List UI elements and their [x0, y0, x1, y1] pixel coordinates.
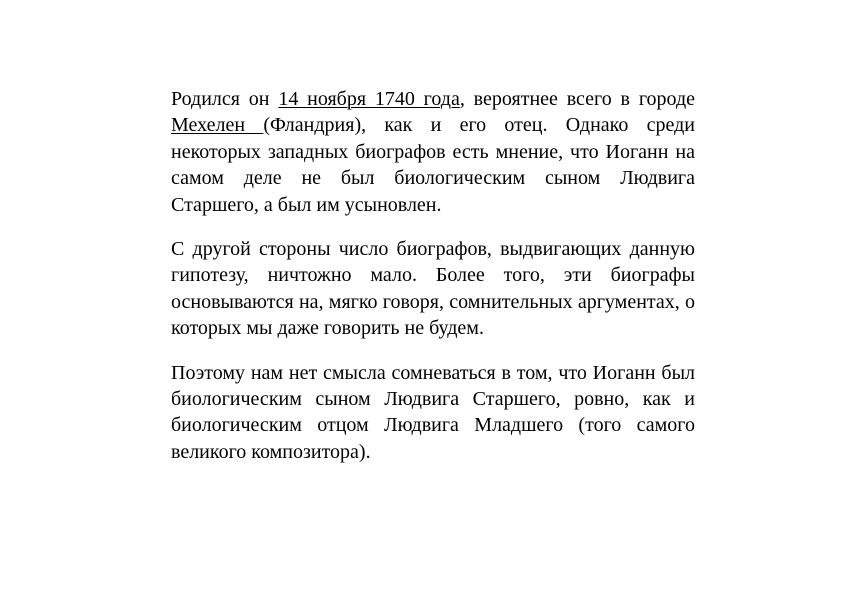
paragraph-text: , вероятнее всего в городе	[459, 88, 696, 110]
paragraph-text: Родился он	[171, 88, 279, 110]
paragraph-text: (Фландрия), как и его отец. Однако среди некоторых западных биографов есть мнение, что Иоганн на самом деле не был биологическим сыном Людвига Старшего, а был им усыновлен.	[171, 114, 696, 216]
birth-date-link[interactable]: 14 ноября 1740 года	[278, 88, 460, 110]
document-body	[171, 86, 695, 483]
city-link[interactable]: Мехелен	[171, 114, 264, 137]
paragraph-conclusion: Поэтому нам нет смысла сомневаться в том, что Иоганн был биологическим сыном Людвига Старшего, ровно, как и биологическим отцом Людвига Младшего (того самого великого композитора).	[171, 361, 695, 463]
paragraph-biographers: С другой стороны число биографов, выдвигающих данную гипотезу, ничтожно мало. Более того, эти биографы основываются на, мягко говоря, сомнительных аргументах, о которых мы даже говорить не будем.	[171, 238, 695, 340]
paragraph-birth	[171, 86, 695, 218]
